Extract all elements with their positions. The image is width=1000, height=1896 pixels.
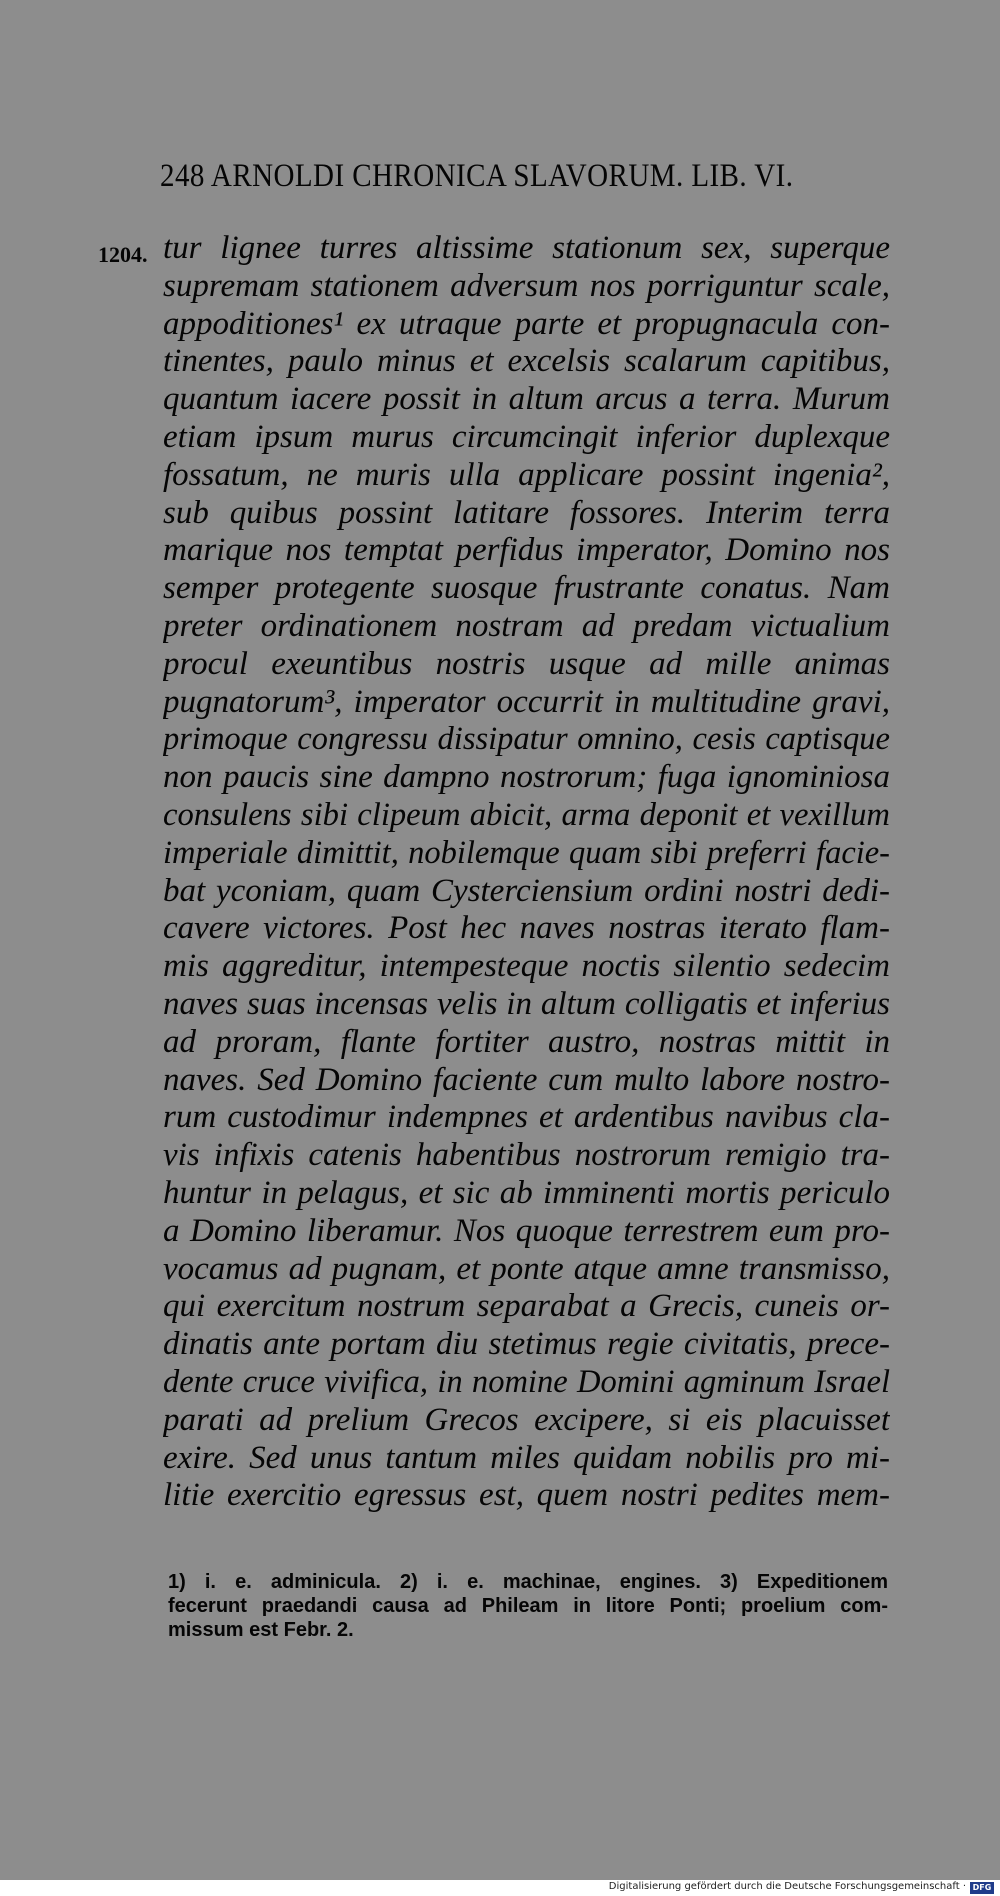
- text-line: cavere victores. Post hec naves nostras iterato flam-: [163, 910, 890, 947]
- text-line: qui exercitum nostrum separabat a Grecis, cuneis or-: [163, 1288, 890, 1325]
- text-line: dente cruce vivifica, in nomine Domini agminum Israel: [163, 1363, 890, 1400]
- footnote-line: missum est Febr. 2.: [168, 1619, 354, 1641]
- text-line: preter ordinationem nostram ad predam victualium: [163, 607, 890, 644]
- footnotes: [168, 1570, 888, 1642]
- text-line: parati ad prelium Grecos excipere, si eis placuisset: [163, 1401, 890, 1438]
- text-line: consulens sibi clipeum abicit, arma deponit et vexillum: [163, 796, 890, 833]
- text-line: quantum iacere possit in altum arcus a terra. Murum: [163, 381, 890, 418]
- dfg-logo-icon: DFG: [970, 1882, 994, 1894]
- footnote-line: 1) i. e. adminicula. 2) i. e. machinae, engines. 3) Expeditionem: [168, 1571, 888, 1593]
- text-line: naves. Sed Domino faciente cum multo labore nostro-: [163, 1061, 890, 1098]
- text-line: a Domino liberamur. Nos quoque terrestrem eum pro-: [163, 1212, 890, 1249]
- text-line: pugnatorum³, imperator occurrit in multitudine gravi,: [163, 683, 890, 720]
- text-line: fossatum, ne muris ulla applicare possint ingenia²,: [163, 456, 890, 493]
- text-line: appoditiones¹ ex utraque parte et propugnacula con-: [163, 305, 890, 342]
- text-line: semper protegente suosque frustrante conatus. Nam: [163, 570, 890, 607]
- text-line: ad proram, flante fortiter austro, nostras mittit in: [163, 1023, 890, 1060]
- text-line: vis infixis catenis habentibus nostrorum remigio tra-: [163, 1137, 890, 1174]
- text-line: etiam ipsum murus circumcingit inferior duplexque: [163, 418, 890, 455]
- text-line: exire. Sed unus tantum miles quidam nobilis pro mi-: [163, 1439, 890, 1476]
- text-line: naves suas incensas velis in altum colligatis et inferius: [163, 985, 890, 1022]
- text-line: bat yconiam, quam Cysterciensium ordini nostri dedi-: [163, 872, 890, 909]
- text-line: procul exeuntibus nostris usque ad mille animas: [163, 645, 890, 682]
- text-line: marique nos temptat perfidus imperator, Domino nos: [163, 532, 890, 569]
- text-line: dinatis ante portam diu stetimus regie civitatis, prece-: [163, 1326, 890, 1363]
- text-line: litie exercitio egressus est, quem nostri pedites mem-: [163, 1477, 890, 1514]
- footnote-line: fecerunt praedandi causa ad Phileam in litore Ponti; proelium com-: [168, 1595, 888, 1617]
- text-line: sub quibus possint latitare fossores. Interim terra: [163, 494, 890, 531]
- text-line: tur lignee turres altissime stationum sex, superque: [163, 230, 890, 266]
- text-line: huntur in pelagus, et sic ab imminenti mortis periculo: [163, 1174, 890, 1211]
- text-line: primoque congressu dissipatur omnino, cesis captisque: [163, 721, 890, 758]
- body-text: [163, 230, 890, 1515]
- text-line: vocamus ad pugnam, et ponte atque amne transmisso,: [163, 1250, 890, 1287]
- funding-credit: Digitalisierung gefördert durch die Deutsche Forschungsgemeinschaft ·: [608, 1881, 966, 1892]
- running-head: 248 ARNOLDI CHRONICA SLAVORUM. LIB. VI.: [160, 158, 794, 194]
- text-line: rum custodimur indempnes et ardentibus navibus cla-: [163, 1099, 890, 1136]
- text-line: imperiale dimittit, nobilemque quam sibi preferri facie-: [163, 834, 890, 871]
- text-line: non paucis sine dampno nostrorum; fuga ignominiosa: [163, 759, 890, 796]
- text-line: supremam stationem adversum nos porriguntur scale,: [163, 267, 890, 304]
- text-line: tinentes, paulo minus et excelsis scalarum capitibus,: [163, 343, 890, 380]
- text-line: mis aggreditur, intempesteque noctis silentio sedecim: [163, 948, 890, 985]
- margin-year: 1204.: [98, 242, 148, 267]
